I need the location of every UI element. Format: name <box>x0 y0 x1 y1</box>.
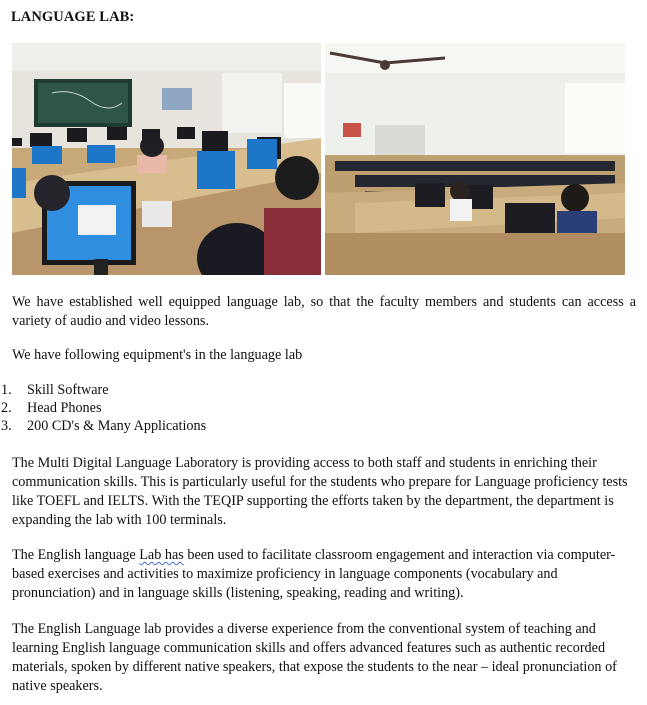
intro-paragraph: We have established well equipped language lab, so that the faculty members and students can access a variety of audio and video lessons. <box>12 294 636 329</box>
list-item: 3. 200 CD's & Many Applications <box>1 418 207 434</box>
lab-photo-left <box>12 43 321 275</box>
lab-photo-right <box>325 43 625 275</box>
spellcheck-flagged-text: Lab has <box>139 547 184 563</box>
page-title: LANGUAGE LAB: <box>11 9 135 25</box>
diverse-experience-paragraph: The English Language lab provides a diverse experience from the conventional system of teaching and learning English language communication skills and offers advanced features such as authentic recorded materials, spoken by different native speakers, that expose the students to the near – ideal pronunciation of native speakers. <box>12 621 617 694</box>
multi-digital-paragraph: The Multi Digital Language Laboratory is providing access to both staff and students in enriching their communication skills. This is particularly useful for the students who prepare for Language proficiency tests like TOEFL and IELTS. With the TEQIP supporting the efforts taken by the department, the department is expanding the lab with 100 terminals. <box>12 455 628 528</box>
equipment-intro: We have following equipment's in the language lab <box>12 347 303 363</box>
equipment-list <box>0 381 206 435</box>
photo-row <box>12 43 625 275</box>
list-item: 1. Skill Software <box>1 382 109 398</box>
list-item: 2. Head Phones <box>1 400 102 416</box>
english-lab-paragraph: The English language Lab has been used to facilitate classroom engagement and interaction via computer-based exercises and activities to maximize proficiency in language components (vocabulary and pronunciation) and in language skills (listening, speaking, reading and writing). <box>12 547 616 601</box>
